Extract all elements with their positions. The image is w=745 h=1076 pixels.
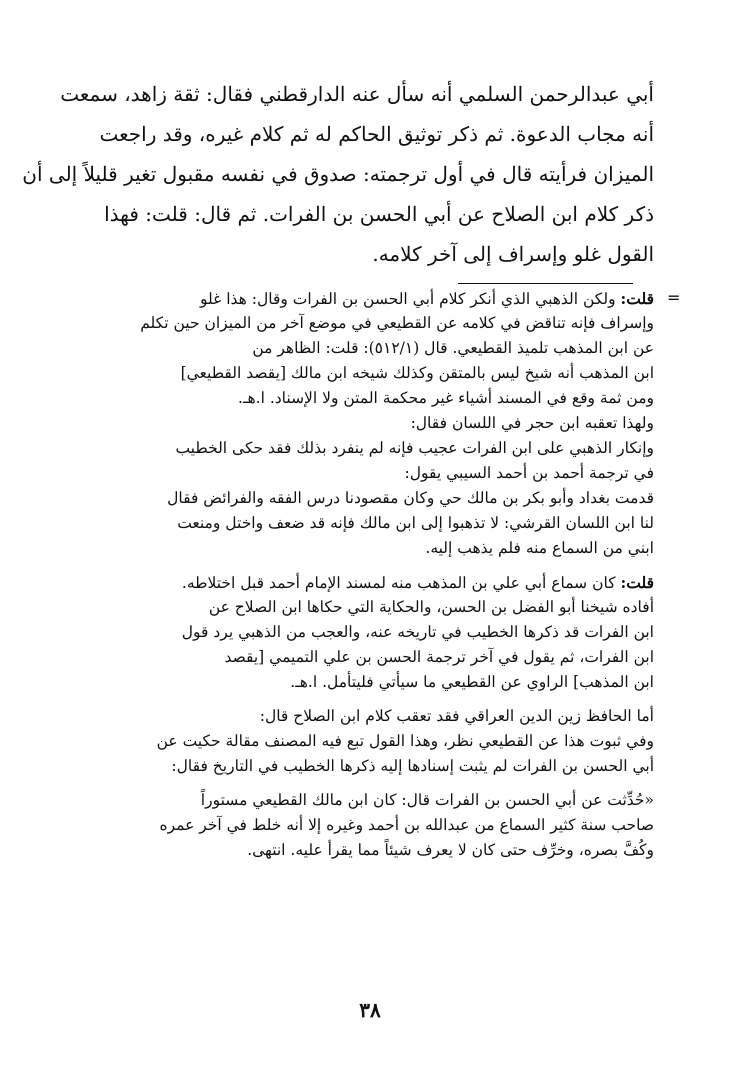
footnote-line-text: كان سماع أبي علي بن المذهب منه لمسند الإمام أحمد قبل اختلاطه. [181,574,621,592]
footnote-line [94,461,654,486]
footnote-line [94,436,654,461]
footnote-line [94,838,654,863]
main-text-line: أبي عبدالرحمن السلمي أنه سأل عنه الدارقطني فقال: ثقة زاهد، سمعت [60,82,654,106]
main-text-line: القول غلو وإسراف إلى آخر كلامه. [372,242,654,266]
footnote-line [94,361,654,386]
footnote-line-text: قدمت بغداد وأبو بكر بن مالك حي وكان مقصودنا درس الفقه والفرائض فقال [167,489,654,507]
footnote-line [94,386,654,411]
footnote-line [94,788,654,813]
footnote-line [94,536,654,561]
footnote-line [94,311,654,336]
footnote-line-text: ابن المذهب أنه شيخ ليس بالمتقن وكذلك شيخه ابن مالك [يقصد القطيعي] [180,364,654,382]
footnote-line-text: ابن الفرات، ثم يقول في آخر ترجمة الحسن بن علي التميمي [يقصد [224,648,654,666]
footnote-line [94,511,654,536]
footnote-line [94,620,654,645]
footnote-line [94,486,654,511]
footnote-line-text: أبي الحسن بن الفرات لم يثبت إسنادها إليه ذكرها الخطيب في التاريخ فقال: [171,757,654,775]
footnote-continuation-mark: = [667,288,681,307]
footnote-lead-word: قلت: [620,573,654,592]
footnote-line-text: وكُفَّ بصره، وخرِّف حتى كان لا يعرف شيئاً مما يقرأ عليه. انتهى. [247,841,654,859]
page-number: ٣٨ [359,998,381,1022]
footnote-line [94,595,654,620]
footnote-line [94,729,654,754]
footnote-line [94,336,654,361]
footnote-line-text: ومن ثمة وقع في المسند أشياء غير محكمة المتن ولا الإسناد. ا.هـ. [238,389,654,407]
footnote-line-text: أما الحافظ زين الدين العراقي فقد تعقب كلام ابن الصلاح قال: [259,707,654,725]
main-text-line: أنه مجاب الدعوة. ثم ذكر توثيق الحاكم له ثم كلام غيره، وقد راجعت [99,122,654,146]
footnote-lead-word: قلت: [620,289,654,308]
footnote-line [94,754,654,779]
footnote-line-text: لنا ابن اللسان القرشي: لا تذهبوا إلى ابن مالك فإنه قد ضعف واختل ومنعت [177,514,654,532]
footnote-line [94,645,654,670]
footnote-line [94,286,654,311]
footnote-line [94,670,654,695]
footnote-line-text: في ترجمة أحمد بن أحمد السيبي يقول: [404,464,654,482]
footnote-line-text: وفي ثبوت هذا عن القطيعي نظر، وهذا القول تبع فيه المصنف مقالة حكيت عن [156,732,654,750]
footnote-divider [458,283,633,284]
main-text-line: الميزان فرأيته قال في أول ترجمته: صدوق في نفسه مقبول تغير قليلاً إلى أن [22,162,654,186]
main-text-line: ذكر كلام ابن الصلاح عن أبي الحسن بن الفرات. ثم قال: قلت: فهذا [104,202,654,226]
footnote-line-text: عن ابن المذهب تلميذ القطيعي. قال (٥١٢/١): قلت: الظاهر من [252,339,654,357]
footnote-line-text: أفاده شيخنا أبو الفضل بن الحسن، والحكاية التي حكاها ابن الصلاح عن [208,598,654,616]
footnote-line-text: ولهذا تعقبه ابن حجر في اللسان فقال: [410,414,654,432]
footnote-line [94,411,654,436]
footnote-line [94,704,654,729]
footnote-line-text: وإنكار الذهبي على ابن الفرات عجيب فإنه لم ينفرد بذلك فقد حكى الخطيب [175,439,654,457]
footnote-line-text: صاحب سنة كثير السماع من عبدالله بن أحمد وغيره إلا أنه خلط في آخر عمره [159,816,654,834]
footnote-line-text: ولكن الذهبي الذي أنكر كلام أبي الحسن بن الفرات وقال: هذا غلو [200,290,621,308]
footnote-line-text: ابن المذهب] الراوي عن القطيعي ما سيأتي فليتأمل. ا.هـ. [290,673,654,691]
footnote-line-text: ابن الفرات قد ذكرها الخطيب في تاريخه عنه، والعجب من الذهبي يرد قول [181,623,654,641]
main-body-text [22,74,654,274]
footnotes-section [94,286,654,863]
footnote-line-text: «حُدِّثت عن أبي الحسن بن الفرات قال: كان ابن مالك القطيعي مستوراً [200,791,654,809]
footnote-line-text: ابني من السماع منه فلم يذهب إليه. [425,539,654,557]
footnote-line-text: وإسراف فإنه تناقض في كلامه عن القطيعي في موضع آخر من الميزان حين تكلم [140,314,654,332]
footnote-line [94,570,654,595]
footnote-line [94,813,654,838]
